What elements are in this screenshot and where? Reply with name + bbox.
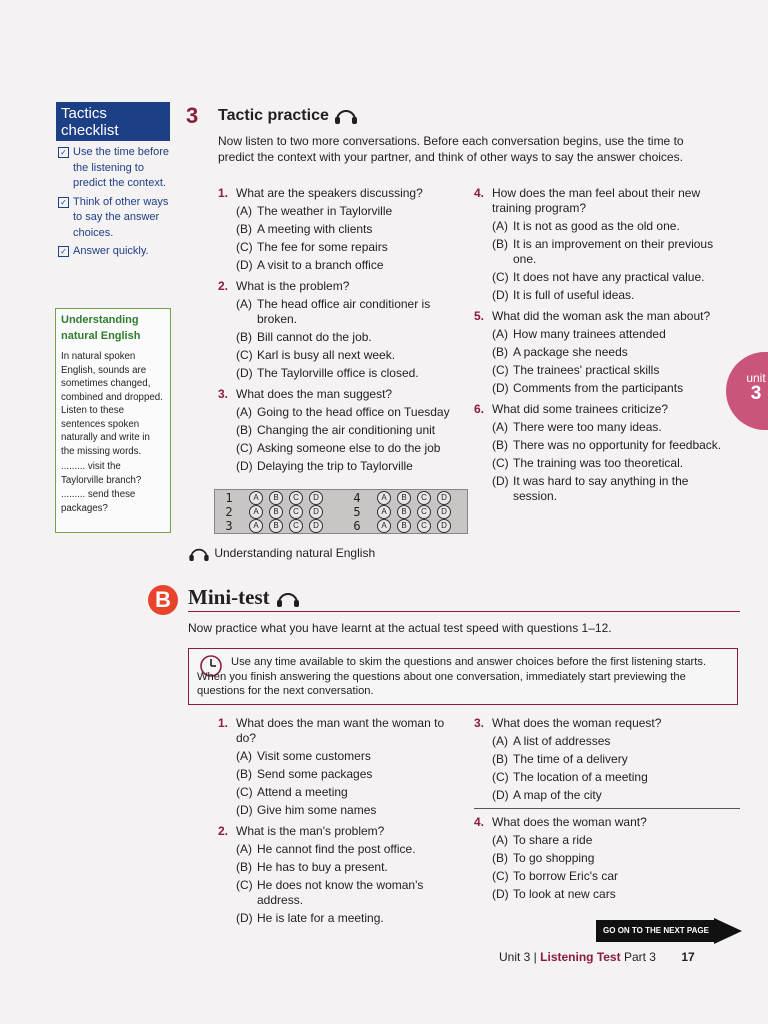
question: 5. What did the woman ask the man about? [474, 309, 711, 323]
natural-english-text: In natural spoken English, sounds are sometimes changed, combined and dropped. Listen to these sentences spoken naturally and write in the missing words. [61, 351, 163, 457]
arrow-right-icon [714, 918, 742, 944]
answer-option: (C) Attend a meeting [236, 785, 348, 799]
answer-option: (B) It is an improvement on their previous one. [492, 237, 714, 266]
answer-option: (D) A visit to a branch office [236, 258, 384, 272]
question: 3. What does the woman request? [474, 716, 662, 730]
answer-bubble[interactable]: C [417, 491, 431, 505]
answer-bubble[interactable]: D [437, 491, 451, 505]
question: 1. What are the speakers discussing? [218, 186, 423, 200]
question: 3. What does the man suggest? [218, 387, 393, 401]
answer-option: (D) It is full of useful ideas. [492, 288, 635, 302]
answer-bubble[interactable]: C [289, 505, 303, 519]
answer-bubble[interactable]: B [269, 519, 283, 533]
blank-sentence-2: ......... send these packages? [61, 489, 136, 514]
answer-option: (A) He cannot find the post office. [236, 842, 416, 856]
grid-row: 3 A B C D 6 A B C D [215, 519, 467, 532]
understanding-natural-english-box [55, 308, 171, 533]
section-title: Tactic practice [218, 107, 359, 125]
answer-option: (C) Asking someone else to do the job [236, 441, 441, 455]
section-b-badge: B [148, 585, 178, 615]
answer-option: (A) Visit some customers [236, 749, 371, 763]
footer-section: Listening Test [540, 950, 621, 964]
answer-bubble[interactable]: B [397, 505, 411, 519]
answer-option: (C) He does not know the woman's address. [236, 878, 424, 907]
answer-option: (B) He has to buy a present. [236, 860, 388, 874]
page-number: 17 [681, 950, 695, 964]
tactics-title: Tactics checklist [56, 102, 170, 141]
answer-option: (C) The trainees' practical skills [492, 363, 660, 377]
minitest-column-left [218, 714, 458, 926]
answer-bubble[interactable]: A [377, 491, 391, 505]
answer-bubble[interactable]: D [309, 519, 323, 533]
answer-option: (C) The fee for some repairs [236, 240, 388, 254]
answer-bubble[interactable]: C [289, 519, 303, 533]
checkbox-icon: ✓ [58, 197, 69, 208]
answer-option: (D) It was hard to say anything in the session. [492, 474, 689, 503]
divider [474, 808, 740, 809]
unit-tab: unit 3 [726, 352, 768, 430]
answer-option: (D) To look at new cars [492, 887, 616, 901]
answer-option: (B) Changing the air conditioning unit [236, 423, 436, 437]
answer-option: (D) He is late for a meeting. [236, 911, 384, 925]
question: 2. What is the problem? [218, 279, 350, 293]
question: 2. What is the man's problem? [218, 824, 385, 838]
answer-bubble[interactable]: A [377, 505, 391, 519]
divider [188, 611, 740, 612]
answer-option: (D) A map of the city [492, 788, 602, 802]
section-intro: Now listen to two more conversations. Before each conversation begins, use the time to predict the context with your partner, and think of other ways to say the answer choices. [218, 134, 684, 164]
question-column-left [218, 184, 468, 474]
answer-option: (A) How many trainees attended [492, 327, 666, 341]
next-page-banner: GO ON TO THE NEXT PAGE [596, 920, 716, 942]
answer-bubble[interactable]: C [417, 519, 431, 533]
answer-bubble[interactable]: A [377, 519, 391, 533]
question-column-right [474, 184, 724, 504]
grid-row: 2 A B C D 5 A B C D [215, 505, 467, 518]
answer-option: (D) Give him some names [236, 803, 377, 817]
answer-grid [214, 489, 468, 534]
answer-option: (D) Comments from the participants [492, 381, 684, 395]
question: 1. What does the man want the woman to do? [218, 716, 445, 745]
tip-box [188, 648, 738, 705]
answer-bubble[interactable]: D [437, 519, 451, 533]
answer-option: (A) The head office air conditioner is broken. [236, 297, 431, 326]
answer-bubble[interactable]: D [437, 505, 451, 519]
answer-bubble[interactable]: C [289, 491, 303, 505]
answer-option: (B) To go shopping [492, 851, 595, 865]
answer-bubble[interactable]: D [309, 491, 323, 505]
answer-option: (C) The location of a meeting [492, 770, 648, 784]
answer-option: (C) The training was too theoretical. [492, 456, 684, 470]
page-footer: Unit 3 | Listening Test Part 3 17 [499, 950, 695, 964]
question: 4. How does the man feel about their new training program? [474, 186, 701, 215]
answer-option: (B) The time of a delivery [492, 752, 628, 766]
checklist-item: ✓ Use the time before the listening to predict the context. [56, 145, 170, 192]
answer-option: (A) It is not as good as the old one. [492, 219, 680, 233]
checklist-item: ✓ Answer quickly. [56, 244, 170, 260]
answer-bubble[interactable]: C [417, 505, 431, 519]
headphones-icon [333, 108, 359, 124]
question: 4. What does the woman want? [474, 815, 647, 829]
checklist-item: ✓ Think of other ways to say the answer choices. [56, 195, 170, 242]
answer-option: (C) To borrow Eric's car [492, 869, 618, 883]
tactics-checklist [56, 102, 170, 260]
headphones-icon [187, 547, 211, 561]
answer-bubble[interactable]: A [249, 519, 263, 533]
checkbox-icon: ✓ [58, 246, 69, 257]
answer-option: (C) It does not have any practical value. [492, 270, 705, 284]
answer-option: (A) Going to the head office on Tuesday [236, 405, 450, 419]
checkbox-icon: ✓ [58, 147, 69, 158]
answer-bubble[interactable]: B [397, 519, 411, 533]
answer-bubble[interactable]: B [397, 491, 411, 505]
tip-text: Use any time available to skim the questions and answer choices before the first listening starts. When you finish answering the questions about one conversation, immediately start previewing the questions for the next conversation. [197, 656, 707, 697]
answer-option: (B) A meeting with clients [236, 222, 373, 236]
answer-bubble[interactable]: A [249, 505, 263, 519]
answer-bubble[interactable]: A [249, 491, 263, 505]
answer-option: (A) There were too many ideas. [492, 420, 662, 434]
answer-option: (A) To share a ride [492, 833, 593, 847]
answer-bubble[interactable]: B [269, 491, 283, 505]
question: 6. What did some trainees criticize? [474, 402, 669, 416]
minitest-title: Mini-test [188, 585, 301, 610]
answer-bubble[interactable]: B [269, 505, 283, 519]
answer-bubble[interactable]: D [309, 505, 323, 519]
answer-option: (B) There was no opportunity for feedback. [492, 438, 722, 452]
answer-option: (B) Send some packages [236, 767, 373, 781]
blank-sentence-1: ......... visit the Taylorville branch? [61, 461, 142, 486]
answer-option: (A) A list of addresses [492, 734, 611, 748]
answer-option: (A) The weather in Taylorville [236, 204, 393, 218]
grid-row: 1 A B C D 4 A B C D [215, 491, 467, 504]
headphones-icon [275, 591, 301, 607]
section-number: 3 [186, 103, 199, 128]
answer-option: (C) Karl is busy all next week. [236, 348, 396, 362]
answer-option: (B) A package she needs [492, 345, 628, 359]
natural-english-audio-label: Understanding natural English [187, 546, 375, 561]
answer-option: (D) The Taylorville office is closed. [236, 366, 419, 380]
minitest-intro: Now practice what you have learnt at the actual test speed with questions 1–12. [188, 621, 612, 635]
answer-option: (B) Bill cannot do the job. [236, 330, 372, 344]
answer-option: (D) Delaying the trip to Taylorville [236, 459, 413, 473]
natural-english-title: Understanding natural English [61, 314, 141, 342]
